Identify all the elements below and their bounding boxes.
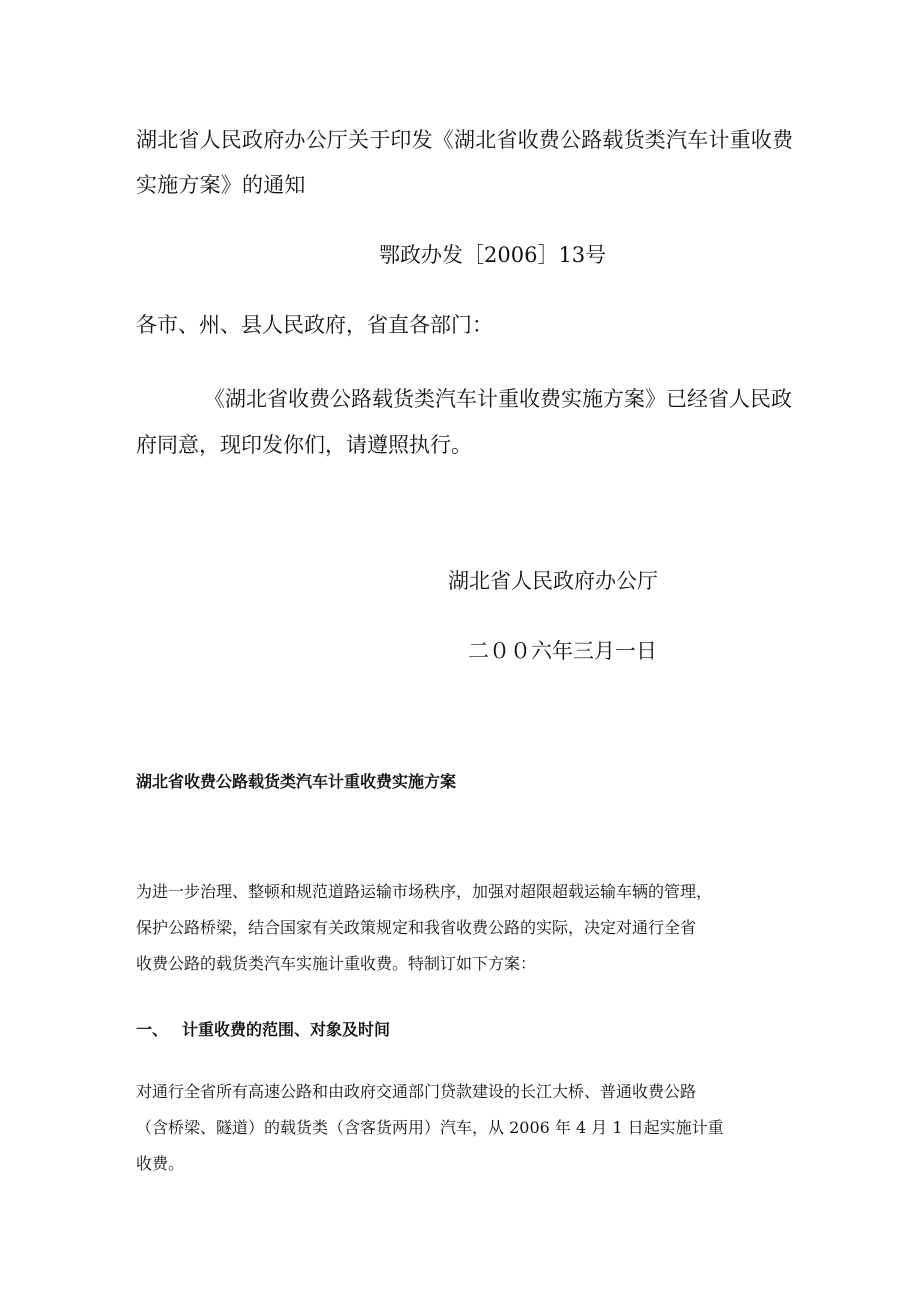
notice-title bbox=[136, 118, 796, 208]
issue-date: 二００六年三月一日 bbox=[468, 639, 657, 663]
issuer-signature: 湖北省人民政府办公厅 bbox=[448, 569, 658, 593]
plan-intro-line: 为进一步治理、整顿和规范道路运输市场秩序，加强对超限超载运输车辆的管理， bbox=[136, 882, 713, 901]
section-body-line: 对通行全省所有高速公路和由政府交通部门贷款建设的长江大桥、普通收费公路 bbox=[136, 1082, 697, 1101]
section-heading bbox=[136, 1016, 390, 1044]
section-heading-text: 计重收费的范围、对象及时间 bbox=[182, 1020, 391, 1039]
plan-title: 湖北省收费公路载货类汽车计重收费实施方案 bbox=[136, 772, 457, 791]
notice-title-line: 湖北省人民政府办公厅关于印发《湖北省收费公路载货类汽车计重收费 bbox=[136, 128, 794, 152]
section-number: 一、 bbox=[136, 1020, 169, 1039]
section-body-line: （含桥梁、隧道）的载货类（含客货两用）汽车，从 2006 年 4 月 1 日起实施计重 bbox=[136, 1118, 724, 1137]
notice-body-line: 府同意，现印发你们，请遵照执行。 bbox=[136, 433, 472, 457]
notice-body-line: 《湖北省收费公路载货类汽车计重收费实施方案》已经省人民政 bbox=[204, 387, 792, 411]
plan-intro-line: 收费公路的载货类汽车实施计重收费。特制订如下方案： bbox=[136, 954, 537, 973]
plan-intro-line: 保护公路桥梁，结合国家有关政策规定和我省收费公路的实际，决定对通行全省 bbox=[136, 918, 697, 937]
notice-body bbox=[136, 376, 796, 468]
section-body-line: 收费。 bbox=[136, 1154, 185, 1173]
plan-intro bbox=[136, 874, 712, 982]
notice-title-line: 实施方案》的通知 bbox=[136, 173, 306, 197]
addressee: 各市、州、县人民政府，省直各部门： bbox=[136, 313, 493, 337]
section-body bbox=[136, 1074, 724, 1182]
document-number: 鄂政办发［2006］13号 bbox=[379, 243, 607, 267]
